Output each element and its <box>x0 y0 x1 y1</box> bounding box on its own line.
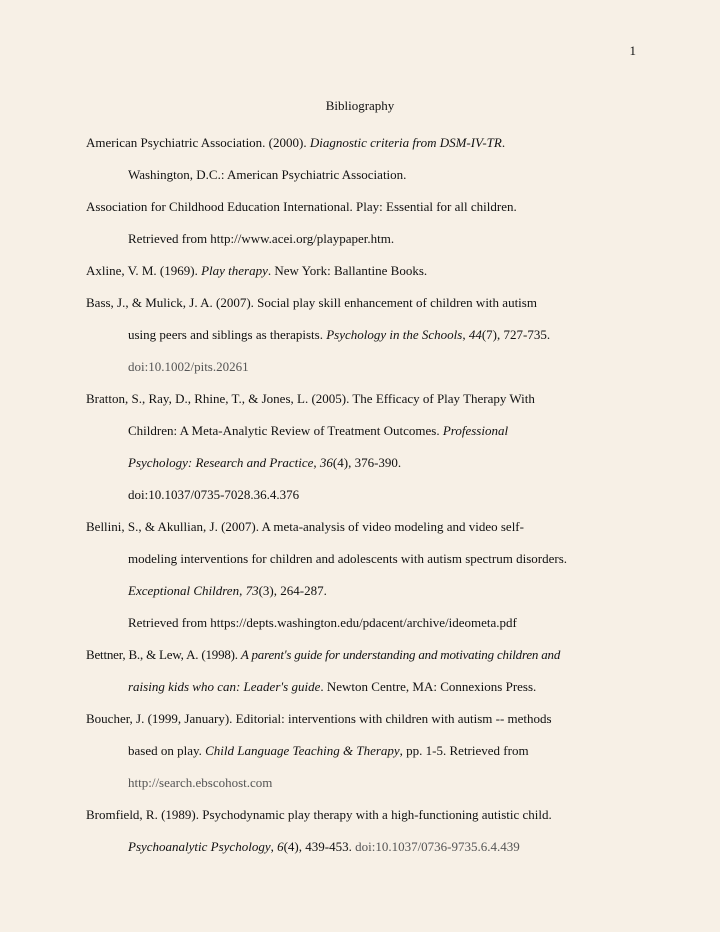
reference-line <box>86 351 646 383</box>
reference-text: using peers and siblings as therapists. <box>128 327 327 342</box>
reference-line <box>86 447 646 479</box>
reference-text: Bellini, S., & Akullian, J. (2007). A meta-analysis of video modeling and video self- <box>86 519 524 534</box>
reference-line <box>86 575 646 607</box>
reference-line <box>86 511 646 543</box>
reference-line <box>86 319 646 351</box>
reference-line <box>86 543 646 575</box>
reference-text: Association for Childhood Education International. Play: Essential for all children. <box>86 199 517 214</box>
reference-text: American Psychiatric Association. (2000). <box>86 135 310 150</box>
reference-text: , pp. 1-5. Retrieved from <box>399 743 529 758</box>
reference-text: Bromfield, R. (1989). Psychodynamic play therapy with a high-functioning autistic child. <box>86 807 552 822</box>
reference-text: Axline, V. M. (1969). <box>86 263 202 278</box>
reference-text: . New York: Ballantine Books. <box>267 263 428 278</box>
italic-text: Psychology in the Schools <box>326 327 463 342</box>
reference-line <box>86 255 646 287</box>
reference-line <box>86 639 646 671</box>
italic-text: 6 <box>277 839 284 854</box>
reference-entry <box>86 127 646 191</box>
reference-line <box>86 607 646 639</box>
reference-text: , <box>239 583 246 598</box>
reference-text: Retrieved from https://depts.washington.edu/pdacent/archive/ideometa.pdf <box>128 615 517 630</box>
reference-entry <box>86 799 646 863</box>
reference-text: Bettner, B., & Lew, A. (1998). <box>86 647 241 662</box>
italic-text: Psychoanalytic Psychology <box>128 839 271 854</box>
bibliography-title: Bibliography <box>325 98 395 113</box>
reference-text: Bass, J., & Mulick, J. A. (2007). Social play skill enhancement of children with autism <box>86 295 537 310</box>
reference-text: modeling interventions for children and adolescents with autism spectrum disorders. <box>128 551 568 566</box>
italic-text: Exceptional Children <box>128 583 240 598</box>
reference-text: doi:10.1037/0735-7028.36.4.376 <box>128 487 300 502</box>
reference-list <box>86 127 646 863</box>
reference-text: Children: A Meta-Analytic Review of Treatment Outcomes. <box>128 423 443 438</box>
reference-text: (7), 727-735. <box>481 327 551 342</box>
reference-entry <box>86 255 646 287</box>
reference-text: http://search.ebscohost.com <box>128 775 273 790</box>
italic-text: Play therapy <box>201 263 268 278</box>
reference-line <box>86 735 646 767</box>
reference-text: Washington, D.C.: American Psychiatric Association. <box>128 167 407 182</box>
reference-line <box>86 223 646 255</box>
reference-text: (4), 439-453. <box>283 839 356 854</box>
reference-line <box>86 671 646 703</box>
reference-text: . <box>501 135 506 150</box>
italic-text: 44 <box>468 327 482 342</box>
italic-text: Diagnostic criteria from DSM-IV-TR <box>309 135 502 150</box>
reference-line <box>86 479 646 511</box>
reference-entry <box>86 191 646 255</box>
reference-text: doi:10.1037/0736-9735.6.4.439 <box>355 839 520 854</box>
reference-text: Bratton, S., Ray, D., Rhine, T., & Jones, L. (2005). The Efficacy of Play Therapy With <box>86 391 535 406</box>
reference-text: . Newton Centre, MA: Connexions Press. <box>320 679 537 694</box>
reference-line <box>86 799 646 831</box>
italic-text: 73 <box>245 583 259 598</box>
reference-line <box>86 127 646 159</box>
reference-line <box>86 703 646 735</box>
reference-line <box>86 287 646 319</box>
reference-entry <box>86 383 646 511</box>
italic-text: Professional <box>442 423 509 438</box>
reference-line <box>86 767 646 799</box>
page-number: 1 <box>629 43 636 58</box>
reference-line <box>86 191 646 223</box>
reference-text: based on play. <box>128 743 206 758</box>
reference-text: (4), 376-390. <box>332 455 402 470</box>
reference-text: , <box>313 455 320 470</box>
reference-line <box>86 159 646 191</box>
italic-text: Psychology: Research and Practice <box>128 455 314 470</box>
reference-text: (3), 264-287. <box>258 583 327 598</box>
reference-entry <box>86 511 646 639</box>
reference-line <box>86 415 646 447</box>
reference-text: Retrieved from http://www.acei.org/playpaper.htm. <box>128 231 395 246</box>
reference-text: , <box>462 327 469 342</box>
reference-text: doi:10.1002/pits.20261 <box>128 359 249 374</box>
reference-text: Boucher, J. (1999, January). Editorial: interventions with children with autism -- methods <box>86 711 552 726</box>
italic-text: 36 <box>319 455 333 470</box>
reference-entry <box>86 639 646 703</box>
reference-text: , <box>270 839 278 854</box>
reference-entry <box>86 703 646 799</box>
italic-text: A parent's guide for understanding and motivating children and <box>240 647 561 662</box>
italic-text: raising kids who can: Leader's guide <box>128 679 321 694</box>
italic-text: Child Language Teaching & Therapy <box>205 743 400 758</box>
reference-line <box>86 383 646 415</box>
reference-line <box>86 831 646 863</box>
reference-entry <box>86 287 646 383</box>
